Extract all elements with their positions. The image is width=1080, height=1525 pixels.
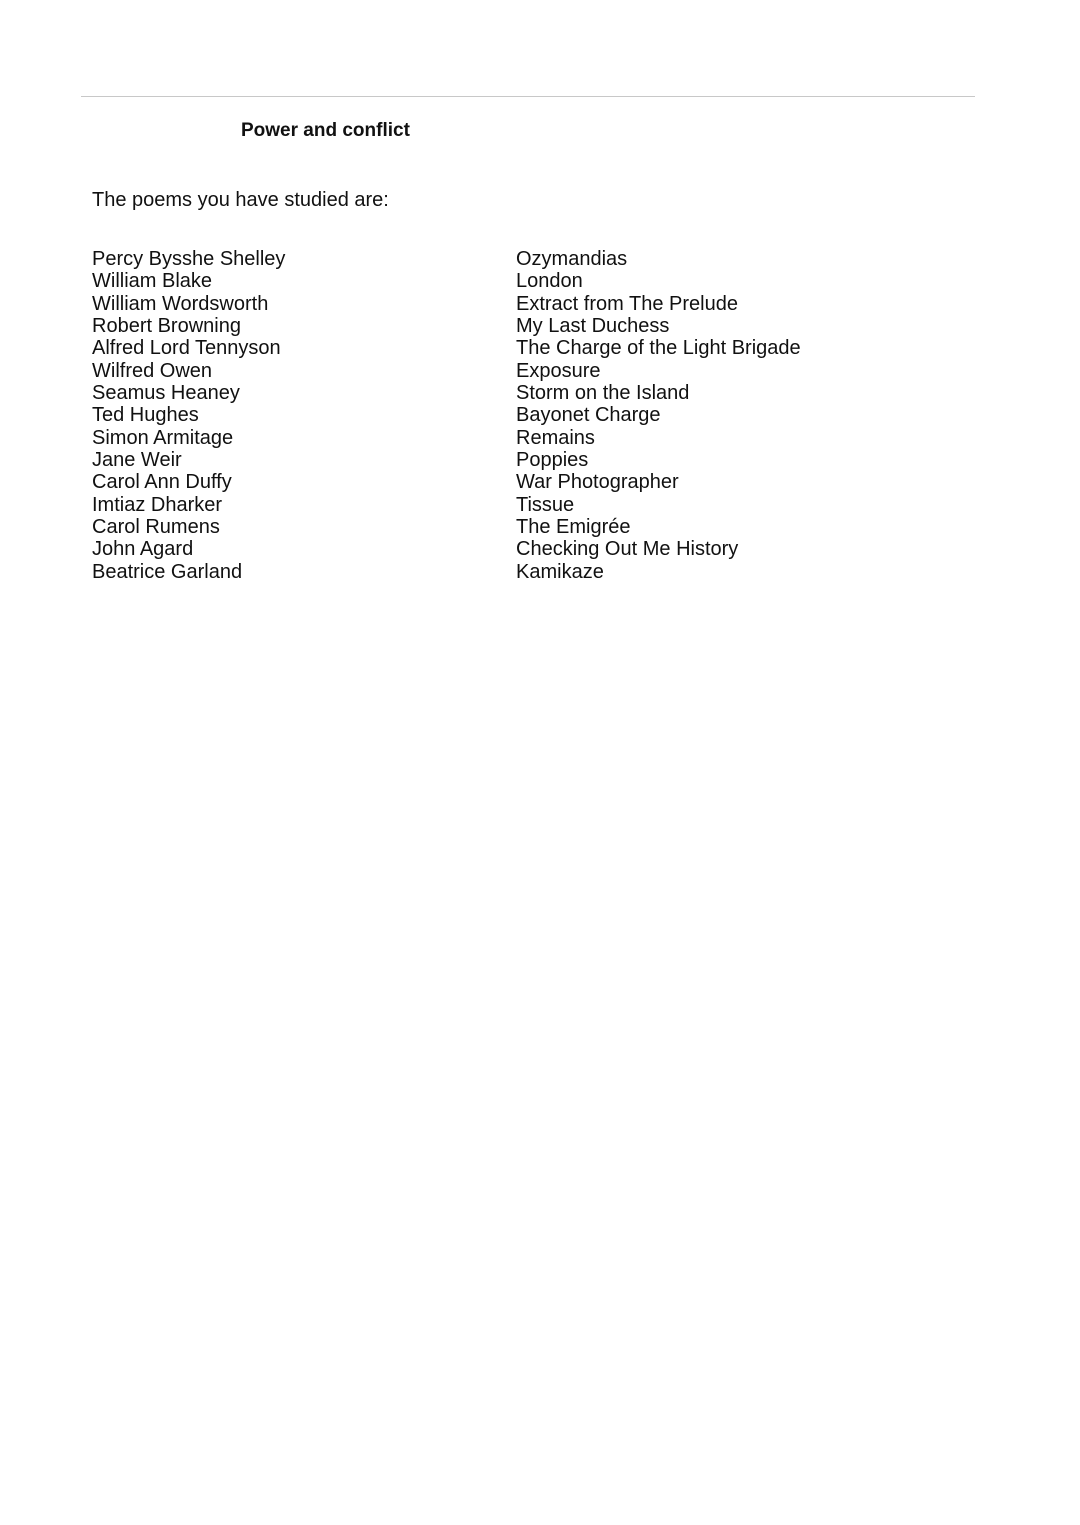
poet-name: Imtiaz Dharker — [92, 493, 223, 516]
poet-name: William Blake — [92, 270, 213, 293]
top-divider — [81, 96, 975, 97]
poem-row — [92, 427, 972, 449]
poet-name: William Wordsworth — [92, 292, 269, 315]
poem-title: Ozymandias — [516, 248, 628, 270]
poem-title: Storm on the Island — [516, 382, 690, 405]
intro-text: The poems you have studied are: — [92, 189, 389, 211]
poet-name: Wilfred Owen — [92, 359, 213, 382]
poem-row — [92, 471, 972, 493]
poem-title: Extract from The Prelude — [516, 292, 738, 315]
poem-row — [92, 561, 972, 583]
poem-title: My Last Duchess — [516, 315, 670, 338]
poet-name: Simon Armitage — [92, 426, 234, 449]
poet-name: Alfred Lord Tennyson — [92, 337, 281, 360]
poem-row — [92, 315, 972, 337]
poem-title: Exposure — [516, 359, 601, 382]
poem-row — [92, 382, 972, 404]
poem-list — [92, 248, 972, 583]
poem-title: Kamikaze — [516, 560, 604, 583]
poem-title: Poppies — [516, 449, 589, 472]
poem-row — [92, 293, 972, 315]
poem-row — [92, 404, 972, 426]
poet-name: Carol Ann Duffy — [92, 471, 232, 494]
poet-name: Carol Rumens — [92, 516, 220, 539]
poet-name: Percy Bysshe Shelley — [92, 248, 286, 270]
poem-row — [92, 516, 972, 538]
poem-title: The Emigrée — [516, 516, 631, 539]
poem-title: War Photographer — [516, 471, 679, 494]
poem-title: The Charge of the Light Brigade — [516, 337, 801, 360]
poem-row — [92, 538, 972, 560]
poem-title: London — [516, 270, 583, 293]
poet-name: Jane Weir — [92, 449, 182, 472]
poem-title: Remains — [516, 426, 595, 449]
poem-title: Checking Out Me History — [516, 538, 739, 561]
poet-name: Beatrice Garland — [92, 560, 243, 583]
poem-row — [92, 494, 972, 516]
poet-name: Ted Hughes — [92, 404, 199, 427]
poem-row — [92, 337, 972, 359]
poem-title: Bayonet Charge — [516, 404, 661, 427]
poem-row — [92, 360, 972, 382]
poet-name: Robert Browning — [92, 315, 241, 338]
poem-row — [92, 270, 972, 292]
poem-title: Tissue — [516, 493, 575, 516]
poet-name: Seamus Heaney — [92, 382, 240, 405]
poem-row — [92, 449, 972, 471]
poem-row — [92, 248, 972, 270]
poet-name: John Agard — [92, 538, 194, 561]
page-title: Power and conflict — [241, 120, 410, 141]
